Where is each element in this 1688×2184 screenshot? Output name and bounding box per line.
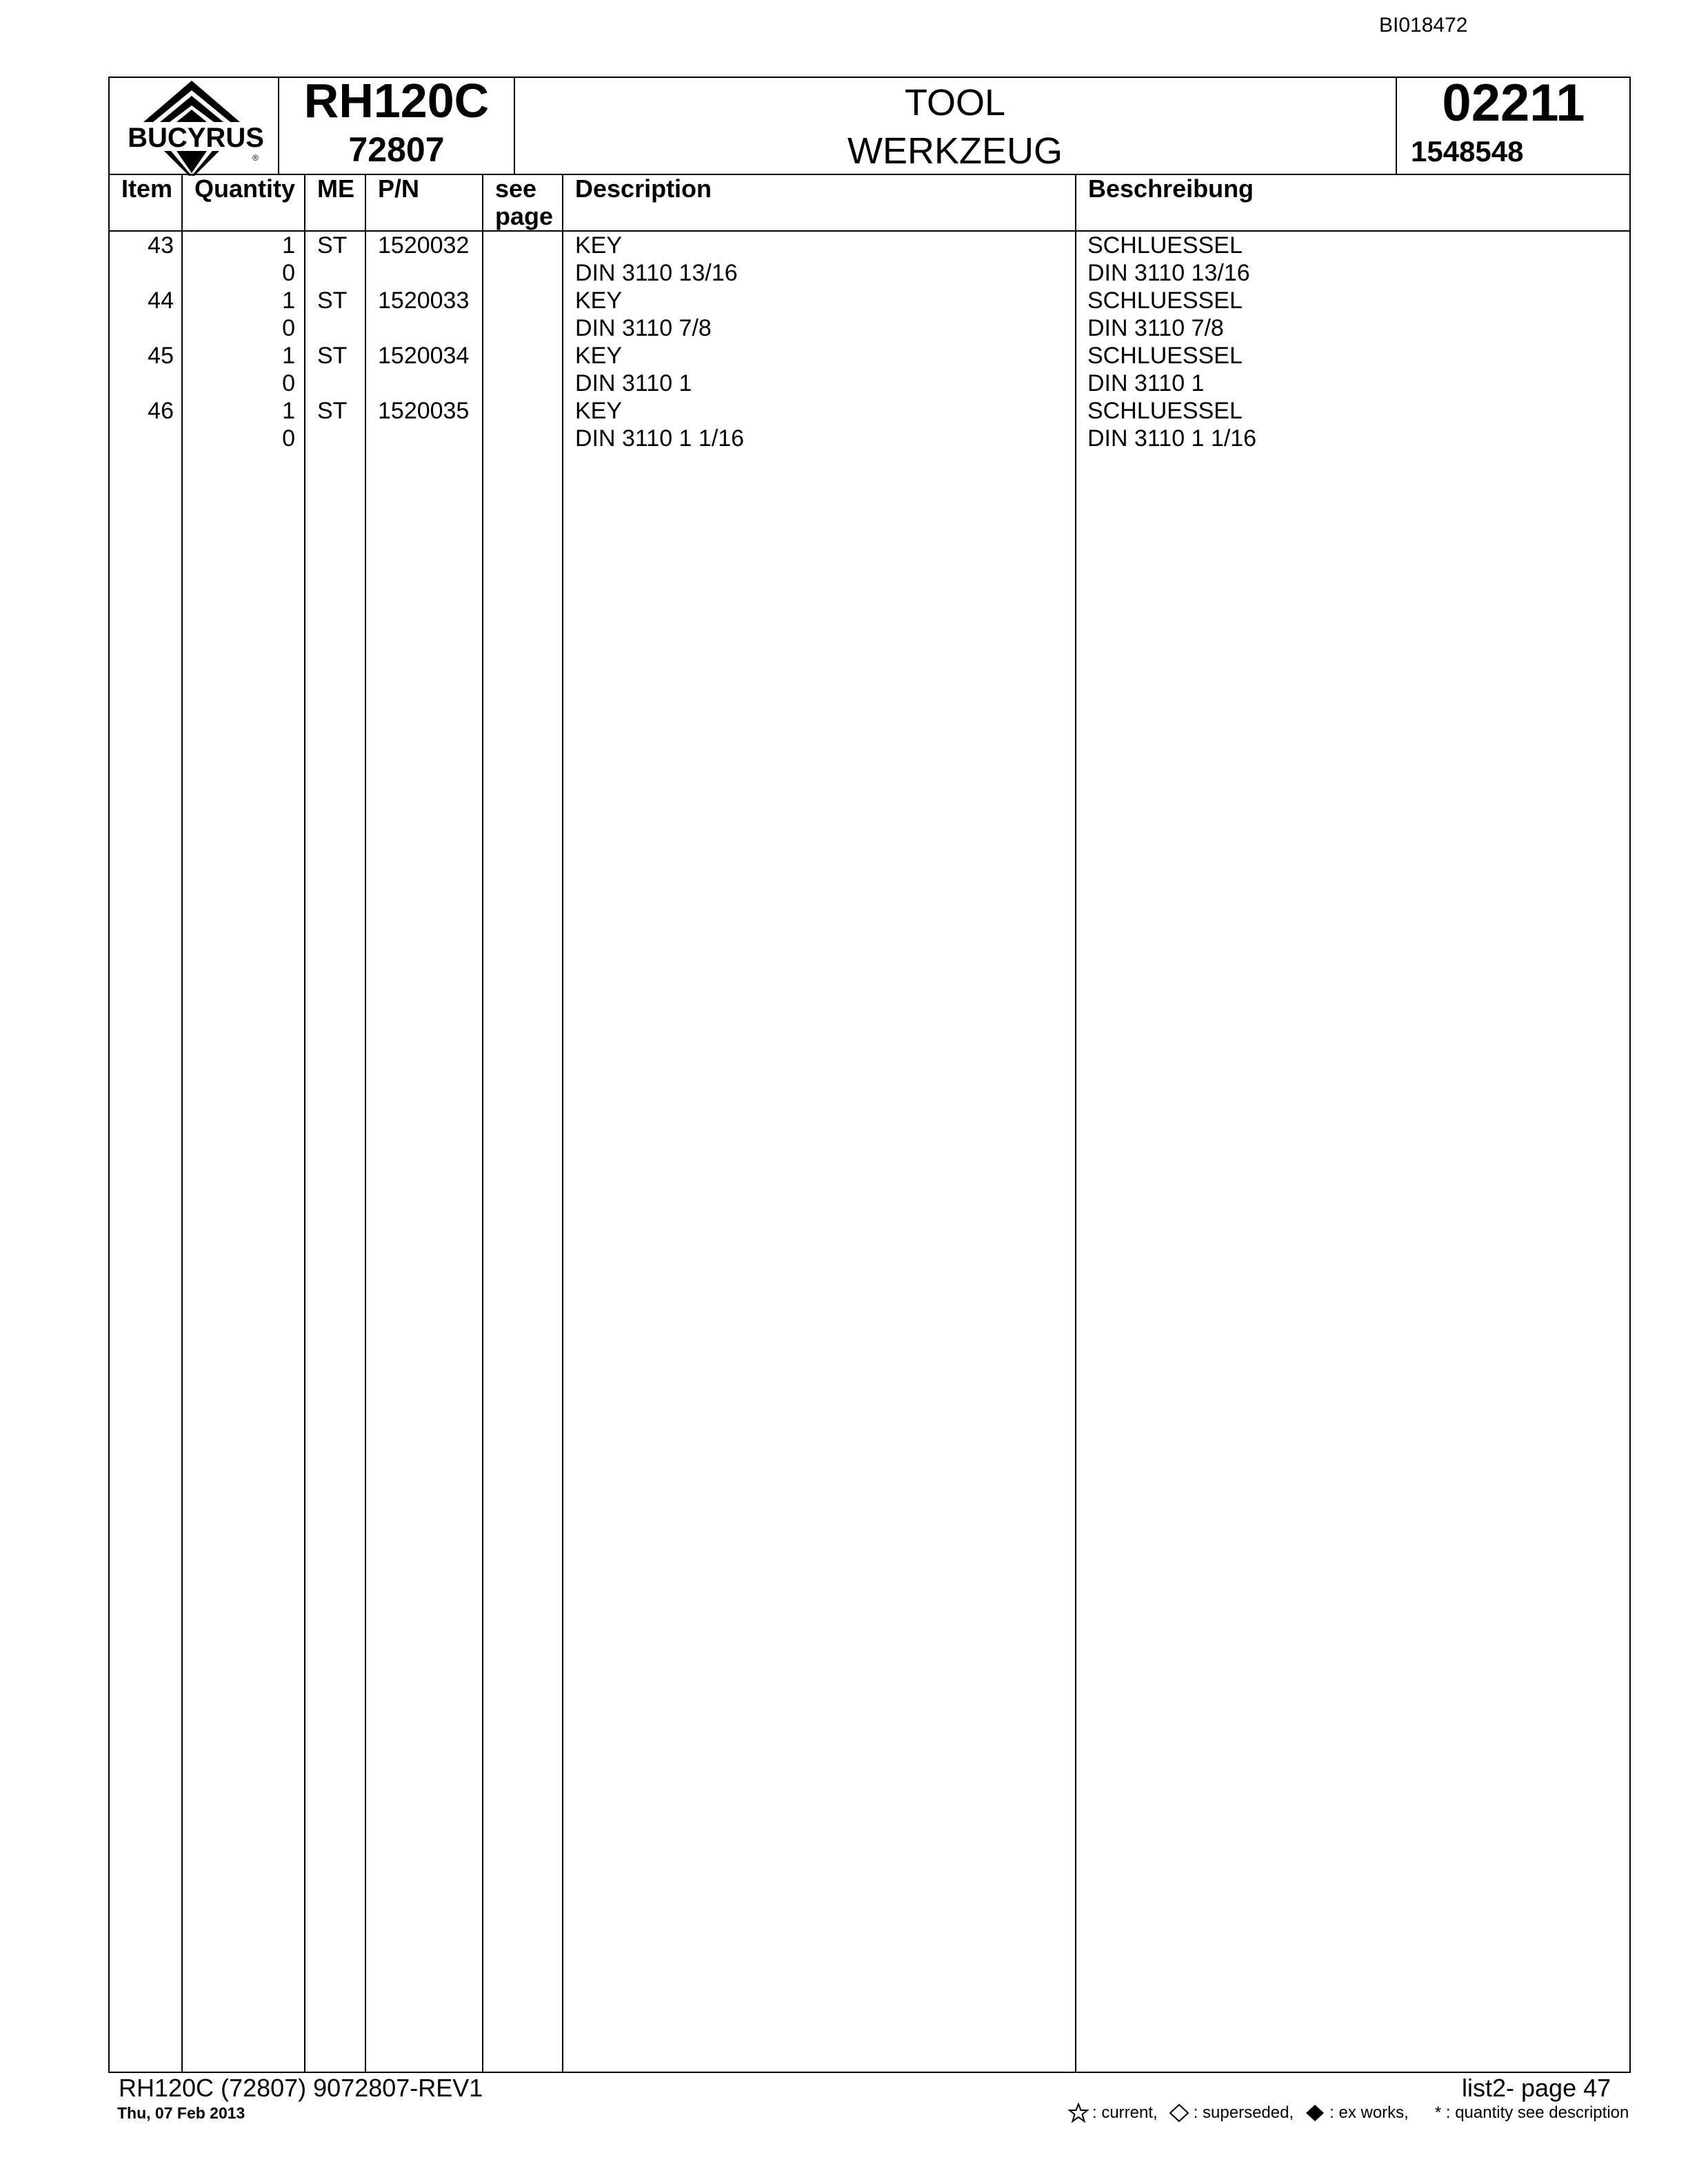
beschreibung: SCHLUESSEL <box>1087 232 1243 259</box>
column-divider <box>482 174 483 2073</box>
col-header-item: Item <box>121 174 173 203</box>
quantity-extra: 0 <box>282 315 295 341</box>
beschreibung: SCHLUESSEL <box>1087 287 1243 314</box>
table-row <box>0 342 1688 397</box>
part-number: 1520034 <box>378 343 470 369</box>
unit: ST <box>317 343 348 369</box>
svg-text:®: ® <box>252 153 259 163</box>
col-header-pn: P/N <box>378 174 420 203</box>
page-reference: list2- page 47 <box>1462 2074 1611 2102</box>
item-number: 45 <box>148 343 174 369</box>
quantity-extra: 0 <box>282 260 295 286</box>
unit: ST <box>317 232 348 259</box>
column-divider <box>181 174 183 2073</box>
item-number: 46 <box>148 398 174 424</box>
col-header-see: see <box>495 174 537 203</box>
description-detail: DIN 3110 1 <box>575 370 692 396</box>
group-number: 02211 <box>1442 74 1585 132</box>
legend-ex-works: : ex works, <box>1329 2103 1409 2122</box>
assembly-part-number: 1548548 <box>1411 135 1524 168</box>
col-header-quantity: Quantity <box>194 174 296 203</box>
description-detail: DIN 3110 7/8 <box>575 315 712 341</box>
item-number: 44 <box>148 287 174 314</box>
table-row <box>0 287 1688 342</box>
symbol-legend <box>1067 2103 1629 2123</box>
title-german: WERKZEUG <box>847 130 1063 172</box>
part-number: 1520032 <box>378 232 470 259</box>
column-divider <box>562 174 563 2073</box>
quantity-extra: 0 <box>282 370 295 396</box>
quantity: 1 <box>282 398 295 424</box>
serial-number: 72807 <box>348 130 445 169</box>
title-english: TOOL <box>904 82 1006 123</box>
col-header-me: ME <box>317 174 354 203</box>
description-detail: DIN 3110 13/16 <box>575 260 738 286</box>
col-header-page: page <box>495 202 554 230</box>
quantity-extra: 0 <box>282 425 295 452</box>
legend-current: : current, <box>1092 2103 1158 2122</box>
print-date: Thu, 07 Feb 2013 <box>117 2104 245 2122</box>
quantity: 1 <box>282 287 295 314</box>
table-row <box>0 232 1688 287</box>
diamond-outline-icon <box>1167 2103 1191 2123</box>
quantity: 1 <box>282 232 295 259</box>
description: KEY <box>575 232 623 259</box>
svg-text:BUCYRUS: BUCYRUS <box>128 123 264 153</box>
description: KEY <box>575 287 623 314</box>
star-outline-icon <box>1067 2103 1089 2123</box>
quantity: 1 <box>282 343 295 369</box>
document-reference: RH120C (72807) 9072807-REV1 <box>119 2074 483 2102</box>
document-id: BI018472 <box>1379 14 1468 37</box>
column-divider <box>1075 174 1076 2073</box>
beschreibung: SCHLUESSEL <box>1087 343 1243 369</box>
diamond-filled-icon <box>1303 2103 1327 2123</box>
beschreibung-detail: DIN 3110 1 1/16 <box>1087 425 1257 452</box>
part-number: 1520035 <box>378 398 470 424</box>
machine-model: RH120C <box>303 74 490 128</box>
col-header-description: Description <box>575 174 712 203</box>
description: KEY <box>575 343 623 369</box>
legend-superseded: : superseded, <box>1193 2103 1294 2122</box>
part-number: 1520033 <box>378 287 470 314</box>
table-row <box>0 397 1688 452</box>
beschreibung: SCHLUESSEL <box>1087 398 1243 424</box>
item-number: 43 <box>148 232 174 259</box>
beschreibung-detail: DIN 3110 13/16 <box>1087 260 1250 286</box>
description-detail: DIN 3110 1 1/16 <box>575 425 745 452</box>
column-divider <box>365 174 366 2073</box>
description: KEY <box>575 398 623 424</box>
col-header-see-page <box>495 175 553 230</box>
beschreibung-detail: DIN 3110 1 <box>1087 370 1205 396</box>
column-divider <box>304 174 305 2073</box>
unit: ST <box>317 398 348 424</box>
bucyrus-logo <box>116 79 276 176</box>
beschreibung-detail: DIN 3110 7/8 <box>1087 315 1224 341</box>
unit: ST <box>317 287 348 314</box>
col-header-beschreibung: Beschreibung <box>1088 174 1254 203</box>
legend-quantity: * : quantity see description <box>1434 2103 1629 2122</box>
